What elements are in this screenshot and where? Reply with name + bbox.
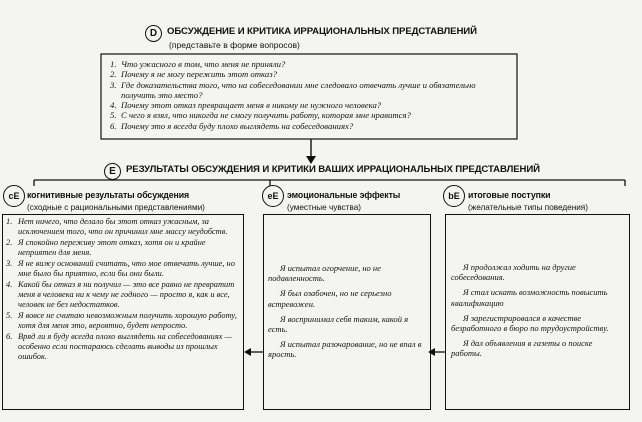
question-item: 6. Почему это я всегда буду плохо выглядеть на собеседованиях? xyxy=(110,120,354,131)
question-item: 1. Что ужасного в том, что меня не приняли? xyxy=(110,59,286,69)
behavioral-title: итоговые поступки xyxy=(468,190,551,200)
cognitive-item: 3. Я не вижу оснований считать, что мое отвечать лучше, но мне было бы приятно, если бы они были. xyxy=(6,258,235,279)
arrow-d-to-e-head xyxy=(306,156,316,164)
cognitive-subtitle: (сходные с рациональными представлениями) xyxy=(27,203,205,212)
cognitive-badge: cE xyxy=(3,185,25,207)
question-item: 2. Почему я не могу пережить этот отказ? xyxy=(110,69,277,80)
emotional-subtitle: (уместные чувства) xyxy=(287,203,361,212)
behavioral-list xyxy=(451,262,625,364)
emotional-item: Я воспринимал себя таким, какой я есть. xyxy=(268,313,409,335)
cognitive-item: 2. Я спокойно переживу этот отказ, хотя он и крайне неприятен для меня. xyxy=(6,237,206,258)
emotional-item: Я был озабочен, но не серьезно встревожен. xyxy=(268,288,392,309)
questions-list xyxy=(110,59,510,131)
arrow-ee-to-ce-head xyxy=(244,348,251,356)
behavioral-item: Я зарегистрировался в качестве безработного в бюро по трудоустройству. xyxy=(451,312,609,334)
cognitive-title: когнитивные результаты обсуждения xyxy=(27,190,190,200)
emotional-title: эмоциональные эффекты xyxy=(287,190,401,200)
section-e-badge: E xyxy=(104,163,121,180)
section-d-title: ОБСУЖДЕНИЕ И КРИТИКА ИРРАЦИОНАЛЬНЫХ ПРЕДСТАВЛЕНИЙ xyxy=(167,26,477,37)
cognitive-list xyxy=(6,217,240,363)
section-d-badge: D xyxy=(145,25,162,42)
emotional-list xyxy=(268,263,426,365)
emotional-item: Я испытал огорчение, но не подавленность. xyxy=(268,263,381,284)
cognitive-item: 5. Я вовсе не считаю невозможным получить хорошую работу, хотя для меня это, вероятно, будет непросто. xyxy=(6,310,237,331)
section-e-title: РЕЗУЛЬТАТЫ ОБСУЖДЕНИЯ И КРИТИКИ ВАШИХ ИРРАЦИОНАЛЬНЫХ ПРЕДСТАВЛЕНИЙ xyxy=(126,164,540,175)
cognitive-item: 1. Нет ничего, что делало бы этот отказ ужасным, за исключением того, что он причинил мне массу неудобств. xyxy=(6,217,228,237)
question-item: 4. Почему этот отказ превращает меня в никому не нужного человека? xyxy=(110,100,382,111)
emotional-item: Я испытал разочарование, но не впал в ярость. xyxy=(268,339,422,360)
behavioral-item: Я стал искать возможность повысить квалификацию xyxy=(451,287,608,308)
behavioral-subtitle: (желательные типы поведения) xyxy=(468,203,588,212)
behavioral-badge: bE xyxy=(443,185,465,207)
question-item: 3. Где доказательства того, что на собеседовании мне следовало отвечать лучше и обязательно получить это место? xyxy=(110,79,476,100)
question-item: 5. С чего я взял, что никогда не смогу получить работу, которая мне нравится? xyxy=(110,110,411,121)
cognitive-item: 6. Вряд ли я буду всегда плохо выглядеть на собеседованиях — особенно если постараюсь сделать выводы из прошлых ошибок. xyxy=(6,331,232,362)
behavioral-item: Я дал объявления в газеты о поиске работы. xyxy=(451,338,593,359)
cognitive-item: 4. Какой бы отказ я ни получил — это все равно не превратит меня в человека ни к чему не годного — просто я, как и все, человек не без недостатков. xyxy=(6,279,235,310)
section-d-subtitle: (представьте в форме вопросов) xyxy=(169,40,300,50)
behavioral-item: Я продолжал ходить на другие собеседования. xyxy=(451,262,576,283)
emotional-badge: eE xyxy=(262,185,284,207)
